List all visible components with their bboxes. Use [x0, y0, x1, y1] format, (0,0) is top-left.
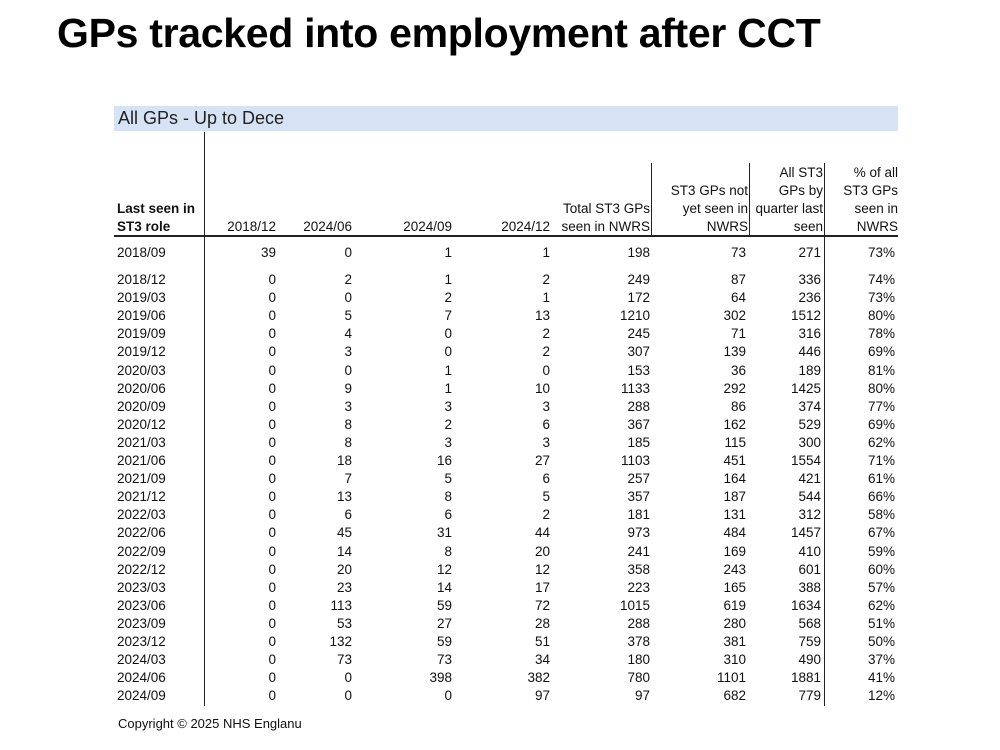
cell-not-yet-seen: 619	[723, 597, 746, 613]
cell-not-yet-seen: 169	[723, 543, 746, 559]
cell-last-seen: 2018/12	[117, 272, 166, 287]
cell-not-yet-seen: 73	[730, 245, 746, 260]
cell-2024-09: 27	[436, 615, 452, 631]
cell-2018-12: 0	[268, 670, 276, 686]
cell-2024-12: 97	[534, 688, 550, 704]
cell-2018-12: 0	[268, 398, 276, 414]
cell-all-by-quarter: 568	[798, 615, 821, 631]
slide-title: GPs tracked into employment after CCT	[57, 10, 821, 56]
cell-2024-09: 2	[444, 290, 452, 306]
cell-2024-12: 27	[534, 453, 550, 468]
cell-all-by-quarter: 490	[798, 652, 821, 668]
cell-all-by-quarter: 410	[798, 543, 821, 559]
cell-total-seen: 307	[627, 344, 650, 360]
cell-all-by-quarter: 1634	[790, 597, 821, 613]
cell-2018-12: 0	[268, 652, 276, 668]
cell-total-seen: 185	[627, 434, 650, 450]
cell-2024-12: 1	[542, 245, 550, 260]
cell-2024-06: 73	[336, 652, 352, 668]
cell-not-yet-seen: 310	[723, 652, 746, 668]
cell-percent-seen: 80%	[867, 380, 895, 396]
cell-2024-09: 3	[444, 398, 452, 414]
cell-all-by-quarter: 759	[798, 634, 821, 649]
column-divider	[824, 163, 825, 706]
column-divider	[651, 163, 652, 236]
cell-2024-06: 2	[344, 272, 352, 287]
cell-all-by-quarter: 271	[798, 245, 821, 260]
cell-all-by-quarter: 601	[798, 561, 821, 577]
cell-total-seen: 180	[627, 652, 650, 668]
cell-2018-12: 0	[268, 326, 276, 342]
cell-total-seen: 223	[627, 579, 650, 595]
cell-last-seen: 2021/12	[117, 489, 166, 505]
cell-2024-09: 1	[444, 380, 452, 396]
table-banner	[114, 106, 898, 131]
cell-2018-12: 0	[268, 471, 276, 487]
cell-last-seen: 2020/03	[117, 362, 166, 378]
cell-not-yet-seen: 280	[723, 615, 746, 631]
cell-2024-12: 382	[527, 670, 550, 686]
header-total-seen: Total ST3 GPs seen in NWRS	[561, 201, 650, 234]
cell-percent-seen: 74%	[867, 272, 895, 287]
cell-2024-09: 7	[444, 308, 452, 324]
cell-last-seen: 2019/03	[117, 290, 166, 306]
cell-last-seen: 2019/09	[117, 326, 166, 342]
header-all-by-quarter: All ST3 GPs by quarter last seen	[755, 165, 823, 234]
cell-percent-seen: 69%	[867, 344, 895, 360]
cell-all-by-quarter: 312	[798, 507, 821, 523]
cell-percent-seen: 80%	[867, 308, 895, 324]
cell-last-seen: 2020/09	[117, 398, 166, 414]
banner-label: All GPs - Up to Dece	[118, 108, 285, 128]
cell-last-seen: 2022/06	[117, 525, 166, 541]
cell-2024-06: 0	[344, 290, 352, 306]
cell-2024-06: 8	[344, 434, 352, 450]
cell-2024-12: 34	[534, 652, 550, 668]
cell-percent-seen: 41%	[867, 670, 895, 686]
cell-2018-12: 0	[268, 525, 276, 541]
cell-2024-06: 0	[344, 688, 352, 704]
cell-total-seen: 181	[627, 507, 650, 523]
cell-percent-seen: 61%	[867, 471, 895, 487]
cell-total-seen: 97	[634, 688, 650, 704]
cell-2024-12: 28	[534, 615, 550, 631]
cell-2024-12: 2	[542, 326, 550, 342]
cell-2024-06: 14	[336, 543, 352, 559]
cell-2024-06: 13	[336, 489, 352, 505]
cell-not-yet-seen: 165	[723, 579, 746, 595]
cell-not-yet-seen: 451	[723, 453, 746, 468]
cell-last-seen: 2023/09	[117, 615, 166, 631]
cell-total-seen: 172	[627, 290, 650, 306]
cell-last-seen: 2019/12	[117, 344, 166, 360]
cell-percent-seen: 67%	[867, 525, 895, 541]
cell-percent-seen: 73%	[867, 245, 895, 260]
cell-total-seen: 367	[627, 416, 650, 432]
copyright-footer: Copyright © 2025 NHS Englanu	[118, 716, 302, 731]
cell-2024-09: 398	[429, 670, 452, 686]
cell-total-seen: 249	[627, 272, 650, 287]
cell-2024-12: 44	[534, 525, 550, 541]
cell-not-yet-seen: 86	[730, 398, 746, 414]
cell-last-seen: 2021/06	[117, 453, 166, 468]
cell-all-by-quarter: 336	[798, 272, 821, 287]
cell-2018-12: 0	[268, 579, 276, 595]
cell-2024-09: 0	[444, 326, 452, 342]
cell-2024-06: 6	[344, 507, 352, 523]
cell-total-seen: 153	[627, 362, 650, 378]
cell-2024-06: 5	[344, 308, 352, 324]
cell-not-yet-seen: 115	[724, 434, 746, 450]
cell-total-seen: 358	[627, 561, 650, 577]
cell-2024-09: 59	[436, 634, 452, 649]
cell-2024-09: 12	[436, 561, 452, 577]
cell-2018-12: 0	[268, 272, 276, 287]
cell-2024-06: 132	[329, 634, 352, 649]
cell-percent-seen: 60%	[867, 561, 895, 577]
cell-2024-12: 3	[542, 398, 550, 414]
header-2024-09: 2024/09	[403, 219, 452, 234]
cell-2024-12: 13	[534, 308, 550, 324]
cell-2024-06: 9	[344, 380, 352, 396]
cell-2024-09: 8	[444, 489, 452, 505]
cell-all-by-quarter: 544	[798, 489, 821, 505]
cell-total-seen: 1015	[619, 597, 650, 613]
cell-percent-seen: 57%	[867, 579, 895, 595]
cell-percent-seen: 37%	[867, 652, 895, 668]
cell-total-seen: 241	[627, 543, 650, 559]
cell-2018-12: 0	[268, 597, 276, 613]
cell-2024-06: 0	[344, 245, 352, 260]
cell-2024-12: 5	[542, 489, 550, 505]
cell-not-yet-seen: 292	[723, 380, 746, 396]
cell-last-seen: 2022/03	[117, 507, 166, 523]
cell-percent-seen: 69%	[867, 416, 895, 432]
cell-2024-06: 53	[336, 615, 352, 631]
cell-total-seen: 288	[627, 398, 650, 414]
cell-2024-09: 73	[436, 652, 452, 668]
cell-2024-12: 2	[542, 272, 550, 287]
cell-2018-12: 0	[268, 507, 276, 523]
cell-percent-seen: 12%	[867, 688, 895, 704]
cell-2018-12: 0	[268, 634, 276, 649]
cell-2024-09: 31	[436, 525, 452, 541]
cell-2018-12: 0	[268, 308, 276, 324]
cell-2018-12: 0	[268, 380, 276, 396]
cell-total-seen: 198	[627, 245, 650, 260]
cell-2024-06: 18	[336, 453, 352, 468]
cell-not-yet-seen: 164	[723, 471, 746, 487]
cell-2024-06: 4	[344, 326, 352, 342]
cell-percent-seen: 58%	[867, 507, 895, 523]
cell-2018-12: 0	[268, 688, 276, 704]
cell-2018-12: 0	[268, 453, 276, 468]
cell-percent-seen: 62%	[867, 434, 895, 450]
header-last-seen: Last seen in ST3 role	[117, 201, 196, 234]
cell-2024-12: 2	[542, 507, 550, 523]
cell-2018-12: 0	[268, 434, 276, 450]
cell-percent-seen: 77%	[867, 398, 895, 414]
cell-2024-09: 1	[444, 272, 452, 287]
cell-2024-09: 5	[444, 471, 452, 487]
cell-all-by-quarter: 1881	[790, 670, 821, 686]
cell-total-seen: 1133	[620, 380, 650, 396]
cell-last-seen: 2024/03	[117, 652, 166, 668]
cell-last-seen: 2021/09	[117, 471, 166, 487]
cell-not-yet-seen: 381	[723, 634, 746, 649]
cell-2024-09: 1	[444, 245, 452, 260]
cell-all-by-quarter: 1457	[790, 525, 821, 541]
cell-not-yet-seen: 36	[730, 362, 746, 378]
cell-2018-12: 0	[268, 615, 276, 631]
cell-2024-06: 7	[344, 471, 352, 487]
cell-2024-09: 1	[444, 362, 452, 378]
cell-percent-seen: 51%	[867, 615, 895, 631]
cell-percent-seen: 62%	[867, 597, 895, 613]
cell-2024-09: 6	[444, 507, 452, 523]
cell-percent-seen: 59%	[867, 543, 895, 559]
cell-2024-09: 16	[436, 453, 452, 468]
cell-2024-12: 6	[542, 416, 550, 432]
cell-2018-12: 0	[268, 489, 276, 505]
cell-last-seen: 2020/06	[117, 380, 166, 396]
cell-total-seen: 780	[627, 670, 650, 686]
cell-all-by-quarter: 421	[798, 471, 821, 487]
cell-percent-seen: 73%	[867, 290, 895, 306]
cell-2018-12: 0	[268, 543, 276, 559]
cell-total-seen: 288	[627, 615, 650, 631]
cell-last-seen: 2024/06	[117, 670, 166, 686]
cell-2018-12: 0	[268, 416, 276, 432]
cell-all-by-quarter: 300	[798, 434, 821, 450]
cell-last-seen: 2022/12	[117, 561, 166, 577]
cell-last-seen: 2023/12	[117, 634, 166, 649]
cell-total-seen: 357	[627, 489, 650, 505]
column-divider	[749, 163, 750, 236]
cell-2024-12: 6	[542, 471, 550, 487]
cell-not-yet-seen: 484	[723, 525, 746, 541]
cell-last-seen: 2020/12	[117, 416, 166, 432]
cell-2024-06: 0	[344, 670, 352, 686]
cell-all-by-quarter: 236	[798, 290, 821, 306]
cell-all-by-quarter: 374	[798, 398, 821, 414]
cell-2024-12: 1	[542, 290, 550, 306]
cell-all-by-quarter: 1425	[790, 380, 821, 396]
cell-total-seen: 1210	[619, 308, 650, 324]
cell-2024-06: 3	[344, 398, 352, 414]
cell-not-yet-seen: 87	[730, 272, 746, 287]
cell-2018-12: 0	[268, 561, 276, 577]
column-divider	[204, 132, 205, 706]
cell-percent-seen: 50%	[867, 634, 895, 649]
cell-percent-seen: 66%	[867, 489, 895, 505]
cell-not-yet-seen: 302	[723, 308, 746, 324]
cell-not-yet-seen: 682	[723, 688, 746, 704]
cell-total-seen: 245	[627, 326, 650, 342]
cell-2024-12: 17	[534, 579, 550, 595]
cell-all-by-quarter: 529	[798, 416, 821, 432]
cell-last-seen: 2021/03	[117, 434, 166, 450]
cell-2024-06: 23	[336, 579, 352, 595]
cell-total-seen: 257	[627, 471, 650, 487]
cell-2024-12: 2	[542, 344, 550, 360]
cell-2024-09: 3	[444, 434, 452, 450]
cell-last-seen: 2019/06	[117, 308, 166, 324]
cell-all-by-quarter: 316	[798, 326, 821, 342]
cell-2024-06: 0	[344, 362, 352, 378]
cell-not-yet-seen: 131	[723, 507, 746, 523]
cell-2024-12: 3	[542, 434, 550, 450]
cell-total-seen: 378	[627, 634, 650, 649]
cell-percent-seen: 81%	[867, 362, 895, 378]
cell-2024-12: 72	[534, 597, 550, 613]
cell-all-by-quarter: 1554	[790, 453, 821, 468]
cell-not-yet-seen: 1101	[716, 670, 746, 686]
cell-2018-12: 0	[268, 344, 276, 360]
cell-2024-06: 3	[344, 344, 352, 360]
cell-all-by-quarter: 189	[798, 362, 821, 378]
cell-2024-09: 59	[436, 597, 452, 613]
header-not-yet-seen: ST3 GPs not yet seen in NWRS	[670, 183, 748, 234]
cell-2024-09: 14	[436, 579, 452, 595]
header-2024-12: 2024/12	[501, 219, 550, 234]
cell-last-seen: 2024/09	[117, 688, 166, 704]
cell-2024-12: 0	[542, 362, 550, 378]
cell-2024-06: 113	[330, 597, 352, 613]
cell-2024-06: 45	[336, 525, 352, 541]
cell-percent-seen: 71%	[867, 453, 895, 468]
cell-not-yet-seen: 64	[730, 290, 746, 306]
cell-not-yet-seen: 71	[730, 326, 746, 342]
cell-2024-12: 20	[534, 543, 550, 559]
header-2024-06: 2024/06	[303, 219, 352, 234]
cell-last-seen: 2023/03	[117, 579, 166, 595]
cell-2024-09: 0	[444, 688, 452, 704]
cell-percent-seen: 78%	[867, 326, 895, 342]
cell-2024-12: 51	[534, 634, 550, 649]
cell-total-seen: 973	[627, 525, 650, 541]
cell-not-yet-seen: 243	[723, 561, 746, 577]
cell-last-seen: 2022/09	[117, 543, 166, 559]
cell-2024-06: 20	[336, 561, 352, 577]
cell-all-by-quarter: 1512	[790, 308, 821, 324]
cell-not-yet-seen: 187	[723, 489, 746, 505]
cell-2024-09: 2	[444, 416, 452, 432]
cell-total-seen: 1103	[620, 453, 650, 468]
cell-2024-09: 8	[444, 543, 452, 559]
cell-not-yet-seen: 162	[723, 416, 746, 432]
cell-2018-12: 39	[260, 245, 276, 260]
header-percent-seen: % of all ST3 GPs seen in NWRS	[843, 165, 898, 234]
cell-last-seen: 2023/06	[117, 597, 166, 613]
cell-all-by-quarter: 779	[798, 688, 821, 704]
cell-2024-12: 12	[534, 561, 550, 577]
cell-2024-09: 0	[444, 344, 452, 360]
cell-not-yet-seen: 139	[723, 344, 746, 360]
cell-all-by-quarter: 446	[798, 344, 821, 360]
cell-2018-12: 0	[268, 290, 276, 306]
cell-2024-12: 10	[534, 380, 550, 396]
cell-last-seen: 2018/09	[117, 245, 166, 260]
cell-all-by-quarter: 388	[798, 579, 821, 595]
cell-2024-06: 8	[344, 416, 352, 432]
cell-2018-12: 0	[268, 362, 276, 378]
header-2018-12: 2018/12	[227, 219, 276, 234]
